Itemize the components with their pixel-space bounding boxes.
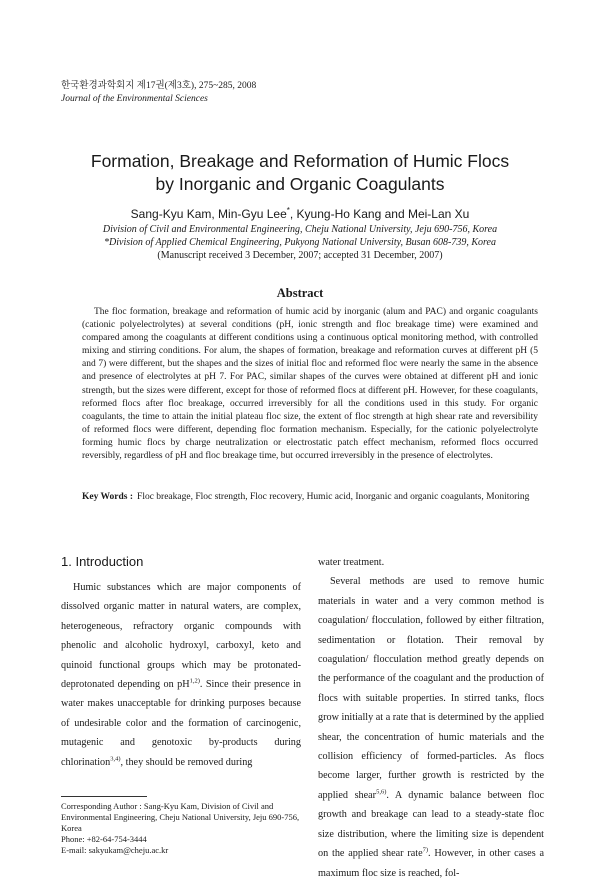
authors-part-2: , Kyung-Ho Kang and Mei-Lan Xu <box>289 207 470 221</box>
keywords-text: Floc breakage, Floc strength, Floc recovery, Humic acid, Inorganic and organic coagulants, Monitoring <box>137 492 530 502</box>
intro-right-paragraph-1: water treatment. <box>318 557 385 568</box>
intro-left-column <box>61 578 301 772</box>
footnote-divider <box>61 796 147 797</box>
journal-name: Journal of the Environmental Sciences <box>61 94 208 104</box>
citation-ref: 1,2) <box>189 677 200 685</box>
keywords <box>82 491 538 504</box>
title-line-1: Formation, Breakage and Reformation of Humic Flocs <box>90 151 510 171</box>
affiliation-2: *Division of Applied Chemical Engineering, Pukyong National University, Busan 608-739, Korea <box>104 236 496 248</box>
intro-left-text-3: , they should be removed during <box>120 756 253 768</box>
abstract-text: The floc formation, breakage and reformation of humic acid by inorganic (alum and PAC) and organic coagulants (cationic polyelectrolytes) at several conditions (pH, ionic strength and floc breakage time) were examined and compared among the coagulants at different conditions using a continuous optical monitoring method, with controlled mixing and stirring conditions. For alum, the shapes of formation, breakage and reformation curves at different pH (5 and 7) were different, but the shapes and the sizes of initial floc and reformed floc were nearly the same in the absence and presence of electrolytes at pH 7. For PAC, similar shapes of the curves were obtained at different pH and ionic strength, but the sizes were different, except for those of reformed flocs at different pH. However, for these coagulants, reformed flocs after floc breakage, occurred irreversibly for all the conditions used in this study. For organic coagulants, the time to attain the initial plateau floc size, the extent of floc strength at high shear rate and reversibility of reformed flocs were different, depending floc formation mechanism. Especially, for the cationic polyelectrolyte forming humic flocs by charge neutralization or electrostatic patch effect mechanism, reformed flocs occurred reversibly, regardless of pH and floc breakage time, but occurred irreversibly in the presence of electrolytes. <box>82 307 538 462</box>
authors-part-1: Sang-Kyu Kam, Min-Gyu Lee <box>130 207 287 221</box>
journal-citation: 한국환경과학회지 제17권(제3호), 275~285, 2008 <box>61 81 257 91</box>
footnote-email: E-mail: sakyukam@cheju.ac.kr <box>61 845 169 855</box>
footnote-author: Corresponding Author : Sang-Kyu Kam, Division of Civil and Environmental Engineering, Cheju National University, Jeju 690-756, Korea <box>61 801 300 833</box>
intro-right-column <box>318 553 544 883</box>
corresponding-mark: * <box>286 206 290 215</box>
affiliation-1: Division of Civil and Environmental Engineering, Cheju National University, Jeju 690-756, Korea <box>102 224 498 235</box>
manuscript-dates: (Manuscript received 3 December, 2007; accepted 31 December, 2007) <box>157 250 443 261</box>
footnote-phone: Phone: +82-64-754-3444 <box>61 834 147 844</box>
paper-title <box>60 150 540 196</box>
abstract-heading: Abstract <box>276 286 324 300</box>
author-list <box>60 206 540 221</box>
citation-ref: 7) <box>422 846 429 854</box>
intro-right-text-3: . However, in other cases a maximum floc size is reached, fol- <box>318 848 544 879</box>
citation-ref: 5,6) <box>376 788 387 796</box>
title-line-2: by Inorganic and Organic Coagulants <box>155 174 445 194</box>
intro-left-text-1: Humic substances which are major components of dissolved organic matter in natural waters, are complex, heterogeneous, refractory organic compounds with phenolic and alcoholic hydroxyl, carboxyl, keto and quinoid functional groups which may be protonated-deprotonated depending on pH <box>61 582 301 691</box>
keywords-label: Key Words : <box>82 492 134 502</box>
section-heading-introduction: 1. Introduction <box>61 554 144 569</box>
affiliations <box>60 224 540 249</box>
intro-right-paragraph-2 <box>318 572 544 883</box>
corresponding-author-footnote <box>61 801 301 856</box>
journal-header <box>61 80 256 106</box>
citation-ref: 3,4) <box>110 755 121 763</box>
intro-right-text-2: . A dynamic balance between floc growth and breakage can lead to a steady-state floc size distribution, where the limiting size is dependent on the applied shear rate <box>318 789 544 860</box>
intro-right-text-1: Several methods are used to remove humic materials in water and a very common method is coagulation/ flocculation, followed by either filtration, sedimentation or flotation. Their removal by coagulation/ flocculation method greatly depends on the performance of the coagulant and the production of flocs with suitable properties. In stirred tanks, flocs grow initially at a rate that is determined by the applied shear, the concentration of humic materials and the collision efficiency of formed-particles. As flocs become larger, further growth is restricted by the applied shear <box>318 576 544 801</box>
intro-left-text-2: . Since their presence in water makes unacceptable for drinking purposes because of undesirable color and the formation of carcinogenic, mutagenic and genotoxic by-products during chlorination <box>61 679 301 768</box>
